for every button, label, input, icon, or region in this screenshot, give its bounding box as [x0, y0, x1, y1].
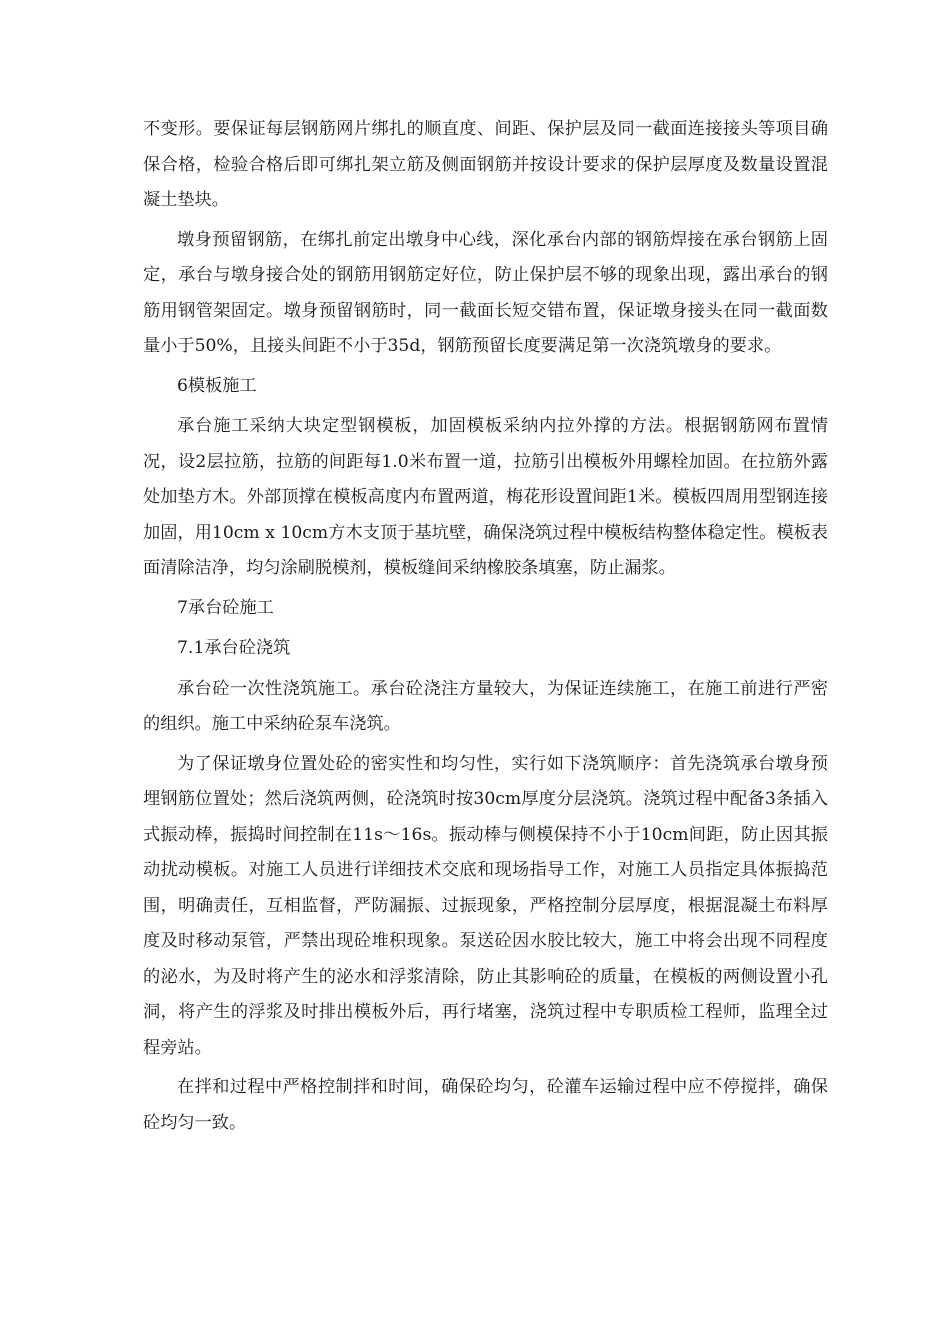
- subsection-heading-cap-pouring: 7.1承台砼浇筑: [177, 638, 291, 658]
- paragraph-pier-reserved-rebar: 墩身预留钢筋，在绑扎前定出墩身中心线，深化承台内部的钢筋焊接在承台钢筋上固定，承台与墩身接合处的钢筋用钢筋定好位，防止保护层不够的现象出现，露出承台的钢筋用钢管架固定。墩身预留钢筋时，同一截面长短交错布置，保证墩身接头在同一截面数量小于50%，且接头间距不小于35d，钢筋预留长度要满足第一次浇筑墩身的要求。: [143, 229, 828, 356]
- section-heading-formwork: 6模板施工: [177, 375, 257, 396]
- paragraph-formwork: 承台施工采纳大块定型钢模板，加固模板采纳内拉外撑的方法。根据钢筋网布置情况，设2层拉筋，拉筋的间距每1.0米布置一道，拉筋引出模板外用螺栓加固。在拉筋外露处加垫方木。外部顶撑在模板高度内布置两道，梅花形设置间距1米。模板四周用型钢连接加固，用10cm x 10cm方木支顶于基坑壁，确保浇筑过程中模板结构整体稳定性。模板表面清除洁净，均匀涂刷脱模剂，模板缝间采纳橡胶条填塞，防止漏浆。: [143, 416, 828, 578]
- paragraph-pouring-sequence: 为了保证墩身位置处砼的密实性和均匀性，实行如下浇筑顺序：首先浇筑承台墩身预埋钢筋位置处；然后浇筑两侧，砼浇筑时按30cm厚度分层浇筑。浇筑过程中配备3条插入式振动棒，振捣时间控制在11s〜16s。振动棒与侧模保持不小于10cm间距，防止因其振动扰动模板。对施工人员进行详细技术交底和现场指导工作，对施工人员指定具体振捣范围，明确责任，互相监督，严防漏振、过振现象，严格控制分层厚度，根据混凝土布料厚度及时移动泵管，严禁出现砼堆积现象。泵送砼因水胶比较大，施工中将会出现不同程度的泌水，为及时将产生的泌水和浮浆清除，防止其影响砼的质量，在模板的两侧设置小孔洞，将产生的浮浆及时排出模板外后，再行堵塞，浇筑过程中专职质检工程师，监理全过程旁站。: [143, 753, 828, 1058]
- section-heading-cap-concrete: 7承台砼施工: [177, 597, 274, 618]
- paragraph-rebar-mesh-continuation: 不变形。要保证每层钢筋网片绑扎的顺直度、间距、保护层及同一截面连接接头等项目确保合格，检验合格后即可绑扎架立筋及侧面钢筋并按设计要求的保护层厚度及数量设置混凝土垫块。: [143, 119, 828, 210]
- paragraph-one-time-pouring: 承台砼一次性浇筑施工。承台砼浇注方量较大，为保证连续施工，在施工前进行严密的组织。施工中采纳砼泵车浇筑。: [143, 678, 828, 734]
- paragraph-mixing-control: 在拌和过程中严格控制拌和时间，确保砼均匀，砼灌车运输过程中应不停搅拌，确保砼均匀一致。: [143, 1077, 828, 1133]
- document-body: [143, 112, 828, 1145]
